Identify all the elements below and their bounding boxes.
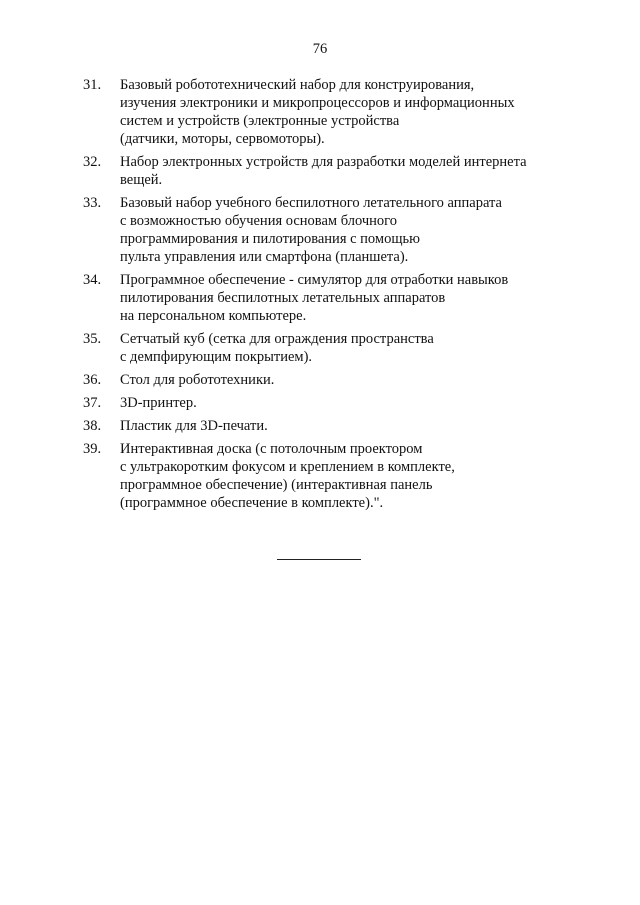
item-line: Базовый робототехнический набор для конструирования,	[120, 77, 475, 93]
page-number: 76	[312, 41, 328, 57]
item-line: программное обеспечение) (интерактивная панель	[120, 477, 433, 493]
item-line: систем и устройств (электронные устройства	[120, 113, 400, 129]
item-number: 31.	[83, 77, 102, 93]
list-item	[0, 153, 640, 189]
item-line: (программное обеспечение в комплекте).".	[120, 495, 384, 511]
item-text	[120, 440, 580, 512]
item-text	[120, 76, 580, 148]
item-line: с ультракоротким фокусом и креплением в комплекте,	[120, 459, 455, 475]
item-line: пульта управления или смартфона (планшета).	[120, 249, 409, 265]
equipment-list	[0, 76, 640, 517]
item-number: 36.	[83, 372, 102, 388]
list-item	[0, 417, 640, 435]
item-line: Набор электронных устройств для разработки моделей интернета	[120, 154, 527, 170]
end-of-document-rule	[277, 559, 361, 560]
item-line: Стол для робототехники.	[120, 372, 275, 388]
item-line: Интерактивная доска (с потолочным проектором	[120, 441, 423, 457]
item-number: 39.	[83, 441, 102, 457]
item-line: Базовый набор учебного беспилотного летательного аппарата	[120, 195, 502, 211]
item-text	[120, 330, 580, 366]
item-line: изучения электроники и микропроцессоров и информационных	[120, 95, 515, 111]
item-line: с демпфирующим покрытием).	[120, 349, 313, 365]
item-line: Пластик для 3D-печати.	[120, 418, 268, 434]
item-text	[120, 394, 580, 412]
item-line: на персональном компьютере.	[120, 308, 307, 324]
item-text	[120, 153, 580, 189]
item-number: 38.	[83, 418, 102, 434]
item-text	[120, 271, 580, 325]
item-line: с возможностью обучения основам блочного	[120, 213, 397, 229]
item-number: 35.	[83, 331, 102, 347]
item-line: Сетчатый куб (сетка для ограждения пространства	[120, 331, 434, 347]
list-item	[0, 394, 640, 412]
item-line: пилотирования беспилотных летательных аппаратов	[120, 290, 446, 306]
item-text	[120, 417, 580, 435]
item-number: 32.	[83, 154, 102, 170]
list-item	[0, 330, 640, 366]
item-line: вещей.	[120, 172, 163, 188]
item-line: 3D-принтер.	[120, 395, 197, 411]
list-item	[0, 371, 640, 389]
item-number: 34.	[83, 272, 102, 288]
item-line: (датчики, моторы, сервомоторы).	[120, 131, 325, 147]
list-item	[0, 194, 640, 266]
item-number: 33.	[83, 195, 102, 211]
list-item	[0, 440, 640, 512]
item-line: программирования и пилотирования с помощью	[120, 231, 420, 247]
list-item	[0, 271, 640, 325]
item-text	[120, 371, 580, 389]
item-number: 37.	[83, 395, 102, 411]
item-text	[120, 194, 580, 266]
item-line: Программное обеспечение - симулятор для отработки навыков	[120, 272, 509, 288]
list-item	[0, 76, 640, 148]
